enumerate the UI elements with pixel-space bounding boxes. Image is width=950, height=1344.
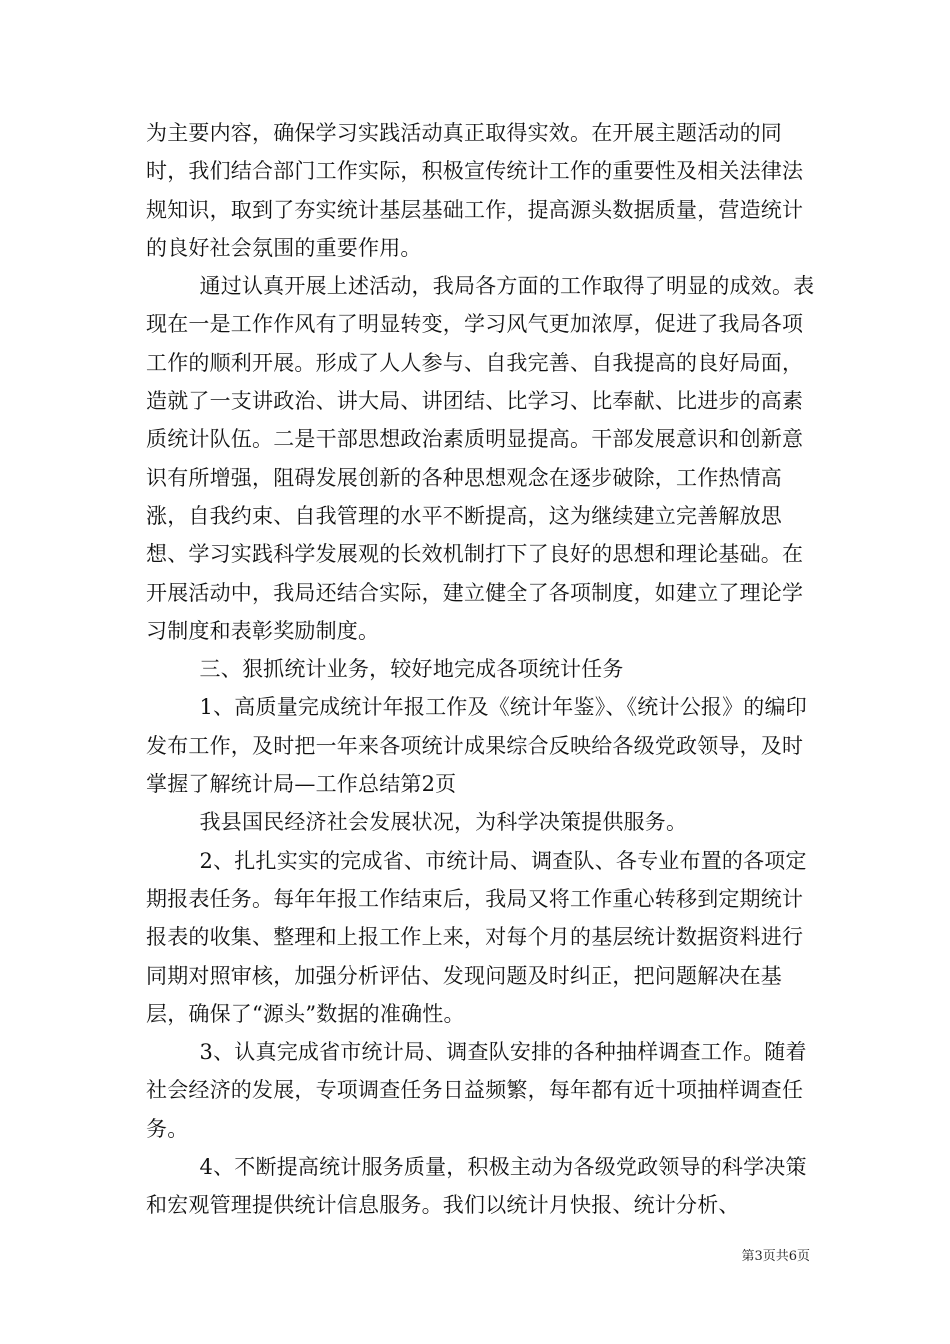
paragraph-item-1-cont: 我县国民经济社会发展状况，为科学决策提供服务。 — [199, 810, 688, 835]
paragraph-item-3: 3、认真完成省市统计局、调查队安排的各种抽样调查工作。随着社会经济的发展，专项调查任务日益频繁，每年都有近十项抽样调查任务。 — [146, 1040, 807, 1141]
paragraph-item-4: 4、不断提高统计服务质量，积极主动为各级党政领导的科学决策和宏观管理提供统计信息服务。我们以统计月快报、统计分析、 — [146, 1155, 807, 1218]
paragraph-item-1: 1、高质量完成统计年报工作及《统计年鉴》、《统计公报》的编印发布工作，及时把一年来各项统计成果综合反映给各级党政领导，及时掌握了解统计局—工作总结第2页 — [146, 695, 807, 797]
body-text — [146, 114, 818, 1225]
page-number-footer: 第3页共6页 — [741, 1249, 810, 1264]
section-heading-3: 三、狠抓统计业务，较好地完成各项统计任务 — [199, 657, 624, 682]
paragraph-continuation: 为主要内容，确保学习实践活动真正取得实效。在开展主题活动的同时，我们结合部门工作实际，积极宣传统计工作的重要性及相关法律法规知识，取到了夯实统计基层基础工作，提高源头数据质量，营造统计的良好社会氛围的重要作用。 — [146, 121, 804, 260]
paragraph-item-2: 2、扎扎实实的完成省、市统计局、调查队、各专业布置的各项定期报表任务。每年年报工作结束后，我局又将工作重心转移到定期统计报表的收集、整理和上报工作上来，对每个月的基层统计数据资料进行同期对照审核，加强分析评估、发现问题及时纠正，把问题解决在基层，确保了“源头”数据的准确性。 — [146, 848, 807, 1026]
paragraph-results: 通过认真开展上述活动，我局各方面的工作取得了明显的成效。表现在一是工作作风有了明显转变，学习风气更加浓厚，促进了我局各项工作的顺利开展。形成了人人参与、自我完善、自我提高的良好局面，造就了一支讲政治、讲大局、讲团结、比学习、比奉献、比进步的高素质统计队伍。二是干部思想政治素质明显提高。干部发展意识和创新意识有所增强，阻碍发展创新的各种思想观念在逐步破除，工作热情高涨，自我约束、自我管理的水平不断提高，这为继续建立完善解放思想、学习实践科学发展观的长效机制打下了良好的思想和理论基础。在开展活动中，我局还结合实际，建立健全了各项制度，如建立了理论学习制度和表彰奖励制度。 — [146, 274, 815, 643]
